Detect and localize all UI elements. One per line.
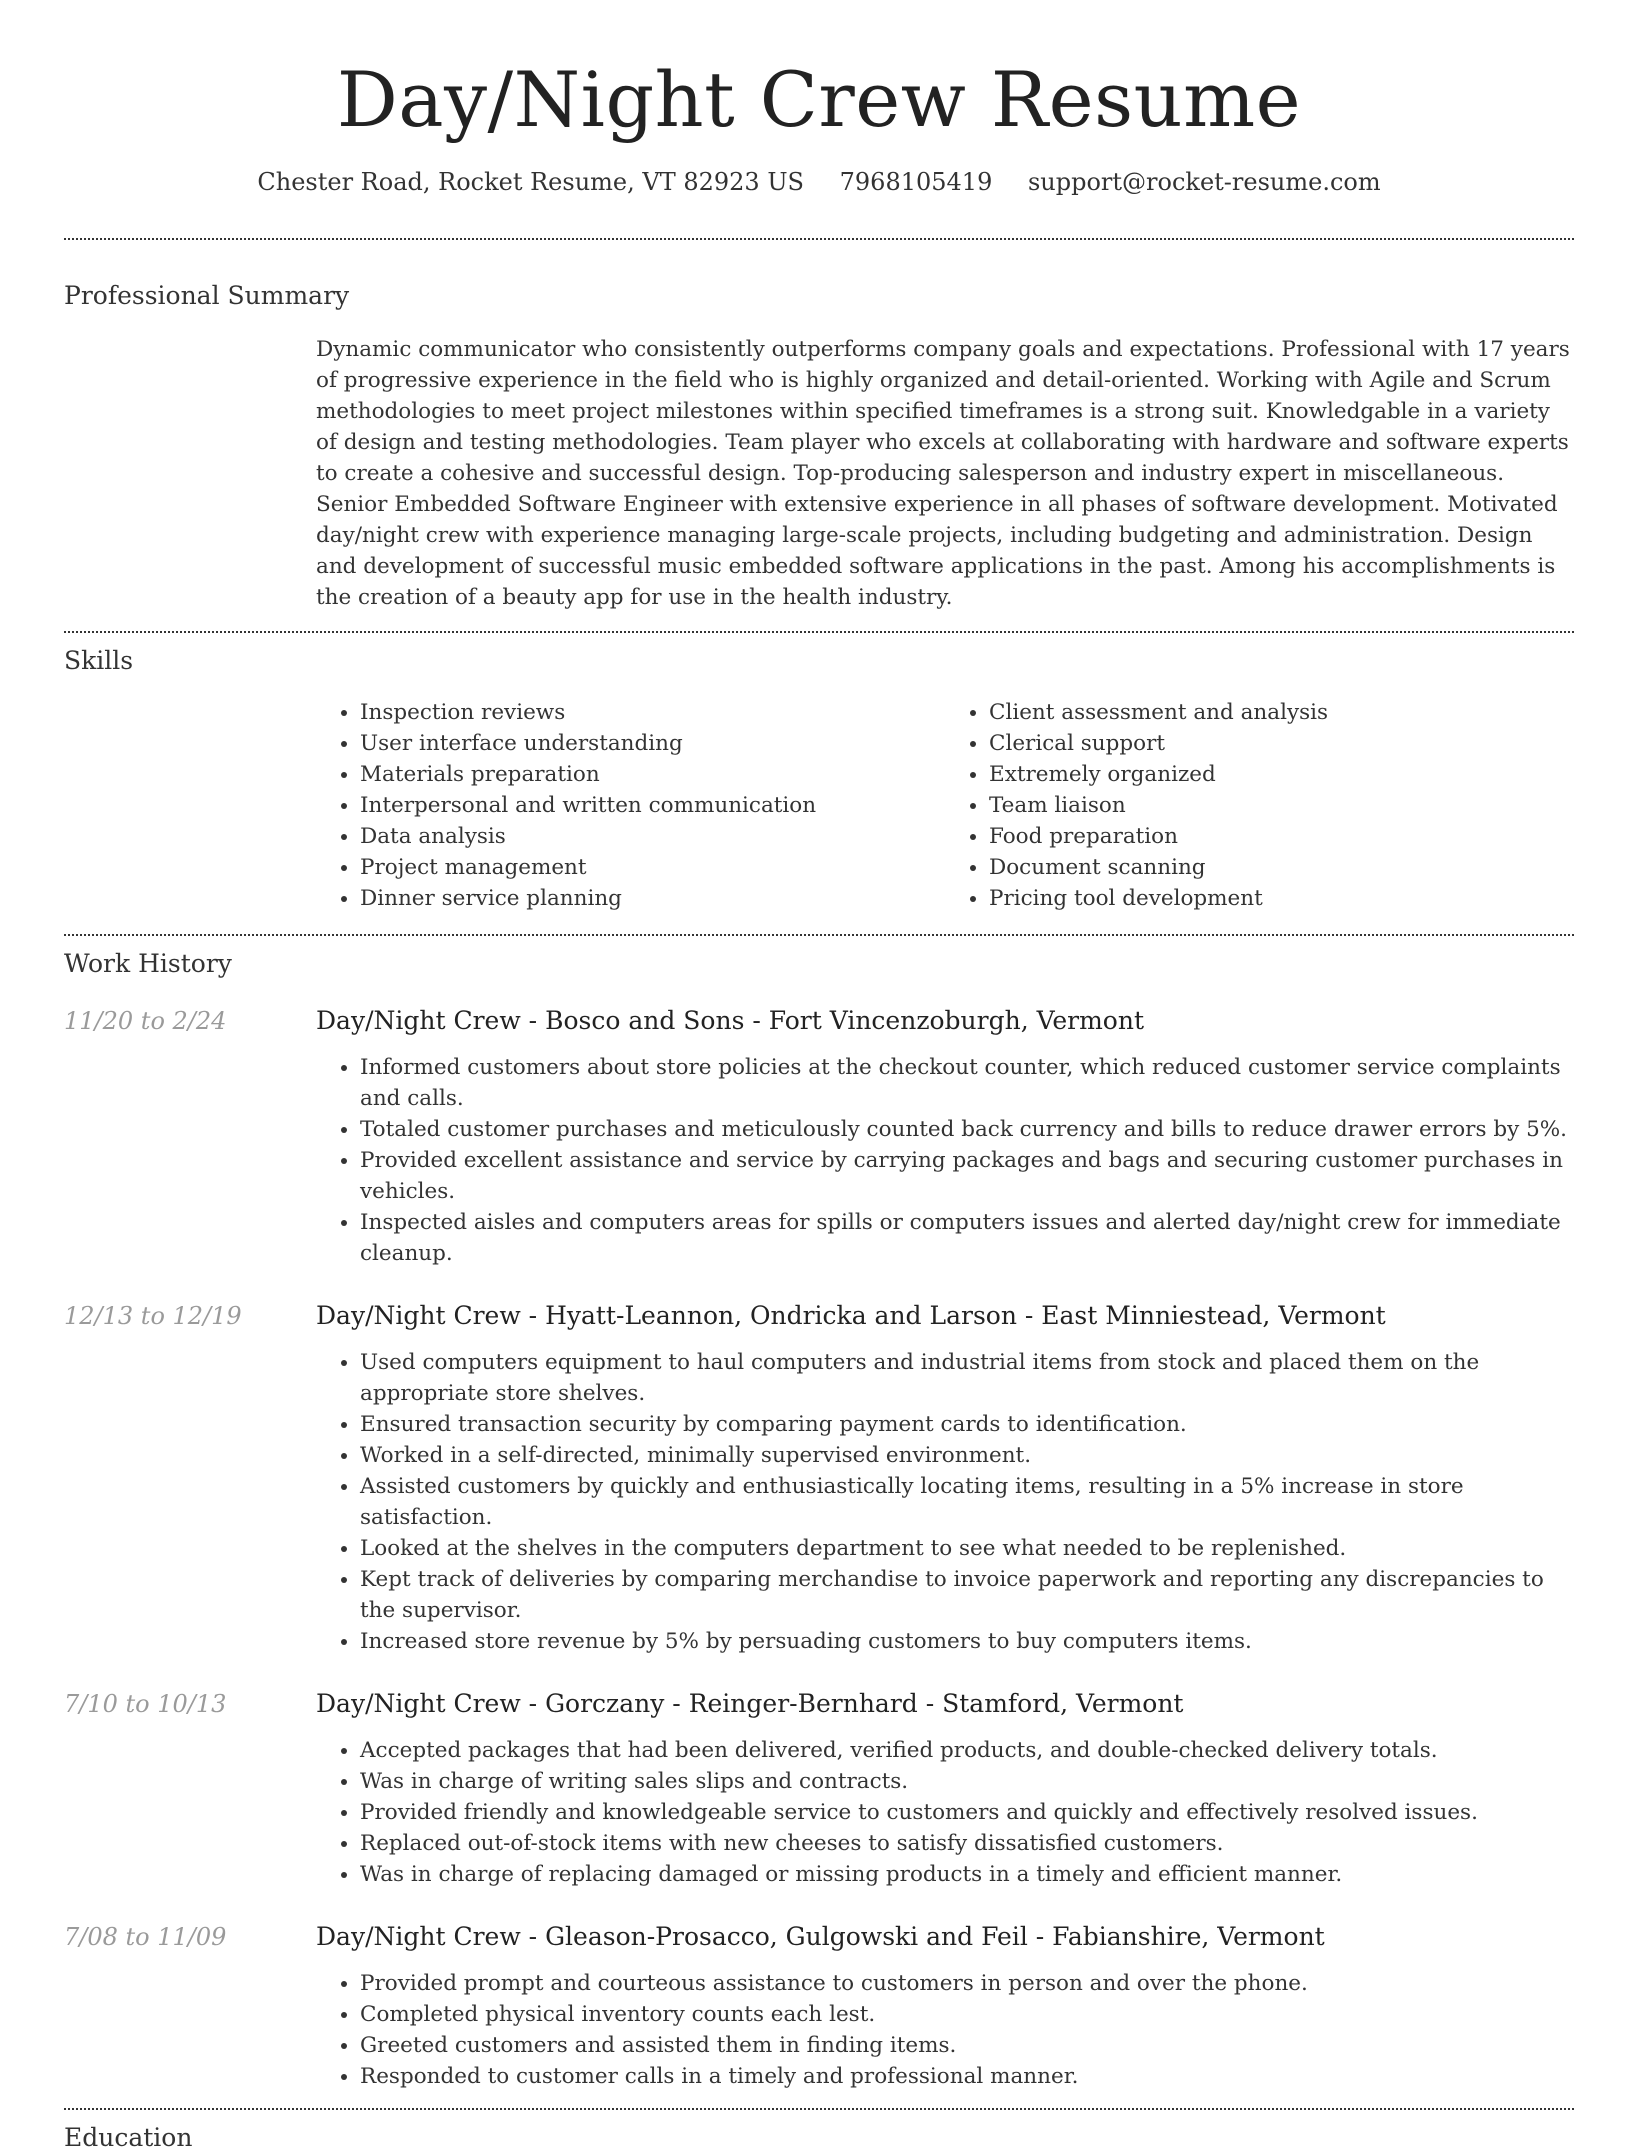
skills-column-right — [945, 697, 1574, 914]
job-bullet: • Assisted customers by quickly and enthusiastically locating items, resulting in a 5% increase in store satisfaction. — [360, 1471, 1574, 1533]
job-bullet: • Totaled customer purchases and meticulously counted back currency and bills to reduce drawer errors by 5%. — [360, 1114, 1574, 1145]
job-bullet: • Looked at the shelves in the computers department to see what needed to be replenished. — [360, 1533, 1574, 1564]
job-header — [64, 1920, 1574, 1954]
job-bullet: • Increased store revenue by 5% by persuading customers to buy computers items. — [360, 1626, 1574, 1657]
job-entry — [64, 1687, 1574, 1890]
skill-item: • Extremely organized — [989, 759, 1574, 790]
skill-item: • Food preparation — [989, 821, 1574, 852]
job-bullet: • Worked in a self-directed, minimally supervised environment. — [360, 1440, 1574, 1471]
section-title-education: Education — [64, 2123, 193, 2152]
job-bullet: • Inspected aisles and computers areas for spills or computers issues and alerted day/night crew for immediate cleanup. — [360, 1207, 1574, 1269]
job-title: Day/Night Crew - Gorczany - Reinger-Bernhard - Stamford, Vermont — [316, 1689, 1184, 1718]
job-entry — [64, 1920, 1574, 2092]
skill-item: • Interpersonal and written communication — [360, 790, 945, 821]
contact-address: Chester Road, Rocket Resume, VT 82923 US — [257, 168, 804, 196]
job-bullet: • Replaced out-of-stock items with new cheeses to satisfy dissatisfied customers. — [360, 1828, 1574, 1859]
job-title: Day/Night Crew - Bosco and Sons - Fort Vincenzoburgh, Vermont — [316, 1006, 1145, 1035]
job-bullet: • Used computers equipment to haul computers and industrial items from stock and placed them on the appropriate store shelves. — [360, 1347, 1574, 1409]
skill-item: • Pricing tool development — [989, 883, 1574, 914]
job-bullet: • Provided prompt and courteous assistance to customers in person and over the phone. — [360, 1968, 1574, 1999]
divider-skills — [64, 934, 1574, 936]
job-title: Day/Night Crew - Hyatt-Leannon, Ondricka and Larson - East Minniestead, Vermont — [316, 1301, 1386, 1330]
skill-item: • Inspection reviews — [360, 697, 945, 728]
job-bullet: • Informed customers about store policies at the checkout counter, which reduced customer service complaints and calls. — [360, 1052, 1574, 1114]
job-dates: 12/13 to 12/19 — [64, 1302, 242, 1330]
skill-item: • User interface understanding — [360, 728, 945, 759]
job-bullet: • Completed physical inventory counts each lest. — [360, 1999, 1574, 2030]
skill-item: • Project management — [360, 852, 945, 883]
job-title: Day/Night Crew - Gleason-Prosacco, Gulgowski and Feil - Fabianshire, Vermont — [316, 1922, 1325, 1951]
job-bullet: • Provided friendly and knowledgeable service to customers and quickly and effectively resolved issues. — [360, 1797, 1574, 1828]
job-bullet: • Responded to customer calls in a timely and professional manner. — [360, 2061, 1574, 2092]
job-bullet: • Kept track of deliveries by comparing merchandise to invoice paperwork and reporting any discrepancies to the supervisor. — [360, 1564, 1574, 1626]
contact-phone: 7968105419 — [839, 168, 993, 196]
skill-item: • Data analysis — [360, 821, 945, 852]
divider-work — [64, 2108, 1574, 2110]
contact-line — [64, 166, 1574, 198]
job-bullet: • Was in charge of writing sales slips and contracts. — [360, 1766, 1574, 1797]
divider-header — [64, 238, 1574, 240]
section-title-work: Work History — [64, 949, 232, 978]
resume-title: Day/Night Crew Resume — [336, 55, 1302, 144]
section-title-summary: Professional Summary — [64, 281, 350, 310]
skill-item: • Document scanning — [989, 852, 1574, 883]
summary-text: Dynamic communicator who consistently outperforms company goals and expectations. Professional with 17 years of progressive experience in the field who is highly organized and detail-oriented. Working with Agile and Scrum methodologies to meet project milestones within specified timeframes is a strong suit. Knowledgable in a variety of design and testing methodologies. Team player who excels at collaborating with hardware and software experts to create a cohesive and successful design. Top-producing salesperson and industry expert in miscellaneous. Senior Embedded Software Engineer with extensive experience in all phases of software development. Motivated day/night crew with experience managing large-scale projects, including budgeting and administration. Design and development of successful music embedded software applications in the past. Among his accomplishments is the creation of a beauty app for use in the health industry. — [316, 337, 1570, 610]
job-dates: 7/10 to 10/13 — [64, 1690, 227, 1718]
job-bullet: • Accepted packages that had been delivered, verified products, and double-checked delivery totals. — [360, 1735, 1574, 1766]
job-header — [64, 1299, 1574, 1333]
job-bullets — [316, 1735, 1574, 1890]
skills-column-left — [316, 697, 945, 914]
skill-item: • Materials preparation — [360, 759, 945, 790]
section-title-skills: Skills — [64, 646, 134, 675]
summary-content — [316, 334, 1574, 613]
job-entry — [64, 1299, 1574, 1657]
job-bullets — [316, 1968, 1574, 2092]
job-bullet: • Greeted customers and assisted them in finding items. — [360, 2030, 1574, 2061]
skill-item: • Dinner service planning — [360, 883, 945, 914]
skill-item: • Clerical support — [989, 728, 1574, 759]
job-dates: 7/08 to 11/09 — [64, 1923, 227, 1951]
job-bullets — [316, 1052, 1574, 1269]
job-bullet: • Was in charge of replacing damaged or missing products in a timely and efficient manner. — [360, 1859, 1574, 1890]
contact-email: support@rocket-resume.com — [1027, 168, 1381, 196]
resume-page — [64, 0, 1574, 2154]
job-bullet: • Provided excellent assistance and service by carrying packages and bags and securing customer purchases in vehicles. — [360, 1145, 1574, 1207]
job-header — [64, 1004, 1574, 1038]
skill-item: • Client assessment and analysis — [989, 697, 1574, 728]
job-entry — [64, 1004, 1574, 1269]
job-dates: 11/20 to 2/24 — [64, 1007, 227, 1035]
skills-list — [316, 697, 1574, 914]
job-bullet: • Ensured transaction security by comparing payment cards to identification. — [360, 1409, 1574, 1440]
skill-item: • Team liaison — [989, 790, 1574, 821]
job-bullets — [316, 1347, 1574, 1657]
divider-summary — [64, 631, 1574, 633]
job-header — [64, 1687, 1574, 1721]
